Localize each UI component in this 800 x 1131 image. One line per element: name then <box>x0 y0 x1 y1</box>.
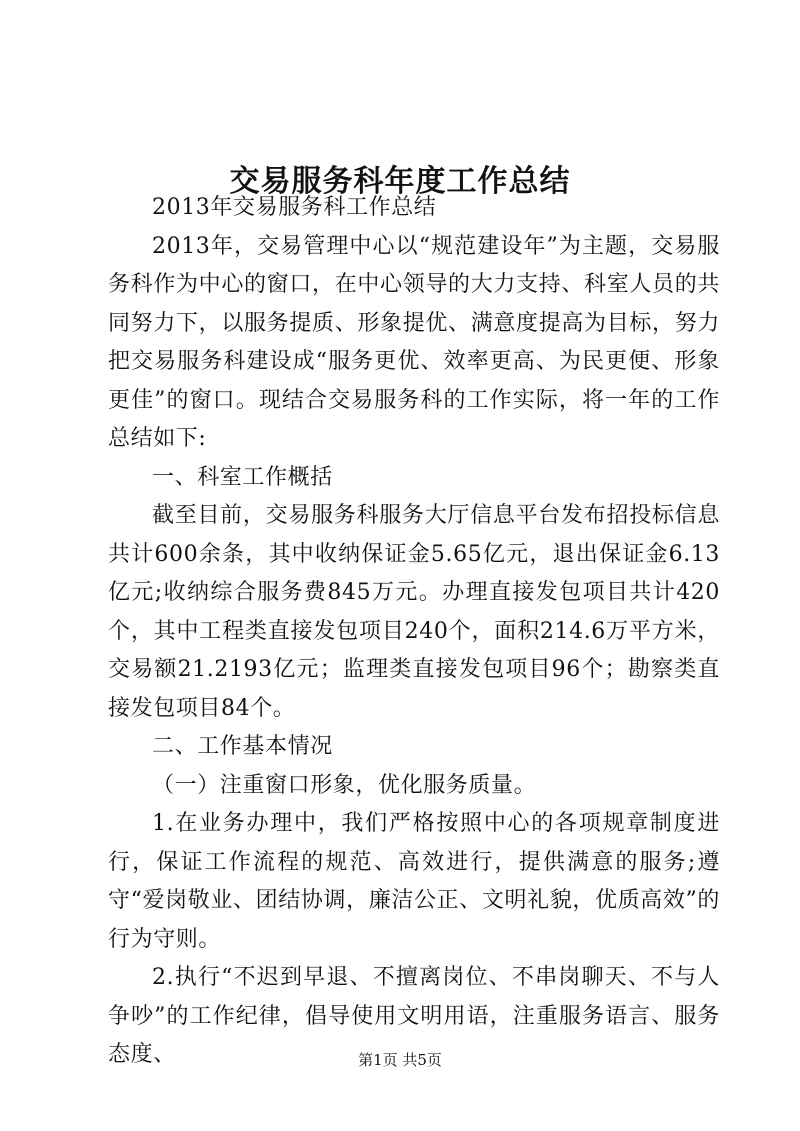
document-body <box>108 189 720 1075</box>
item-paragraph-1: 1.在业务办理中，我们严格按照中心的各项规章制度进行，保证工作流程的规范、高效进行，提供满意的服务;遵守“爱岗敬业、团结协调，廉洁公正、文明礼貌，优质高效”的行为守则。 <box>108 811 720 952</box>
subtitle-paragraph: 2013年交易服务科工作总结 <box>152 195 437 220</box>
intro-paragraph: 2013年，交易管理中心以“规范建设年”为主题，交易服务科作为中心的窗口，在中心领导的大力支持、科室人员的共同努力下，以服务提质、形象提优、满意度提高为目标，努力把交易服务科建设成“服务更优、效率更高、为民更便、形象更佳”的窗口。现结合交易服务科的工作实际，将一年的工作总结如下: <box>108 233 720 451</box>
section-heading-1: 一、科室工作概括 <box>152 464 333 490</box>
item-paragraph-2: 2.执行“不迟到早退、不擅离岗位、不串岗聊天、不与人争吵”的工作纪律，倡导使用文明用语，注重服务语言、服务态度、 <box>108 965 720 1067</box>
section-heading-2: 二、工作基本情况 <box>152 734 333 759</box>
statistics-paragraph: 截至目前，交易服务科服务大厅信息平台发布招投标信息共计600余条，其中收纳保证金5.65亿元，退出保证金6.13亿元;收纳综合服务费845万元。办理直接发包项目共计420个，其中工程类直接发包项目240个，面积214.6万平方米，交易额21.2193亿元；监理类直接发包项目96个；勘察类直接发包项目84个。 <box>108 503 720 721</box>
subsection-heading-1: （一）注重窗口形象，优化服务质量。 <box>152 772 537 798</box>
page-footer: 第1页 共5页 <box>358 1051 442 1069</box>
document-title: 交易服务科年度工作总结 <box>229 164 571 200</box>
